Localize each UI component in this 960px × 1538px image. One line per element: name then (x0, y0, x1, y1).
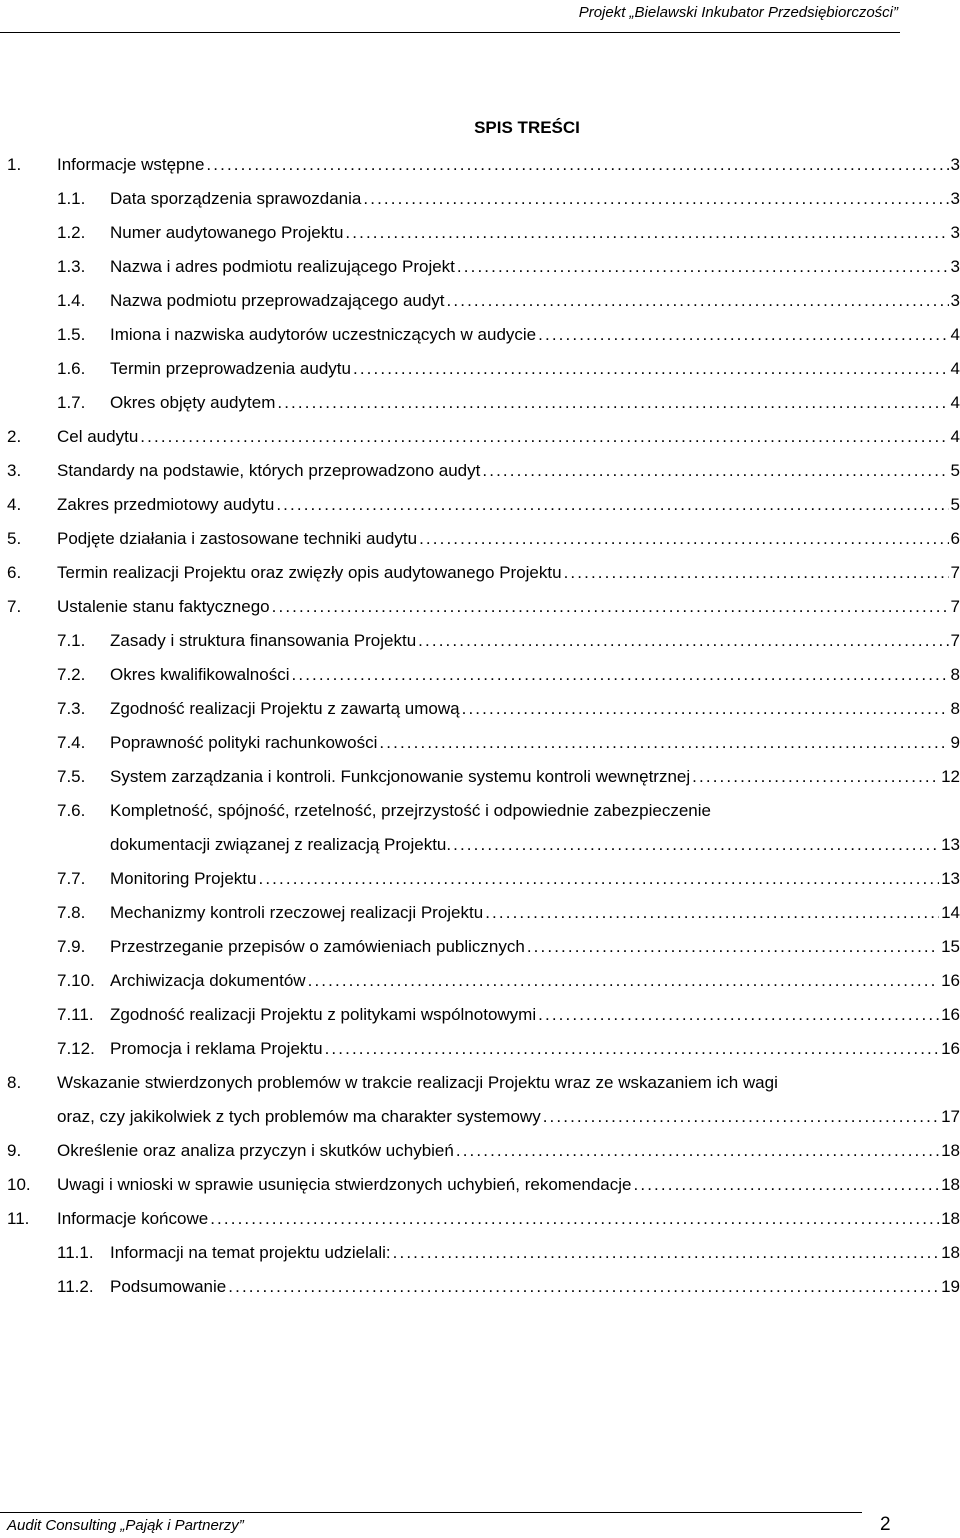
toc-entry-number: 7.1. (57, 631, 86, 650)
toc-entry-number: 1.4. (57, 291, 86, 310)
toc-entry-number: 8. (7, 1073, 22, 1092)
toc-dot-leader (527, 930, 939, 964)
toc-entry-page: 4 (950, 325, 960, 344)
page-number: 2 (880, 1514, 891, 1535)
toc-entry-title: Standardy na podstawie, których przeprowadzono audyt (57, 461, 481, 480)
toc-entry[interactable] (0, 182, 960, 216)
toc-entry-page: 3 (950, 291, 960, 310)
toc-dot-leader (272, 590, 949, 624)
toc-entry[interactable] (0, 964, 960, 998)
toc-entry-number: 7.5. (57, 767, 86, 786)
toc-entry-page: 7 (950, 597, 960, 616)
toc-entry-number: 10. (7, 1175, 31, 1194)
page-footer (0, 1508, 960, 1538)
toc-entry-page: 5 (950, 495, 960, 514)
toc-entry-title: oraz, czy jakikolwiek z tych problemów ma charakter systemowy (57, 1107, 541, 1126)
toc-entry-title: Nazwa podmiotu przeprowadzającego audyt (110, 291, 445, 310)
toc-entry-title: Określenie oraz analiza przyczyn i skutków uchybień (57, 1141, 454, 1160)
toc-dot-leader (453, 828, 939, 862)
toc-entry-page: 3 (950, 189, 960, 208)
toc-entry[interactable] (0, 454, 960, 488)
toc-entry-number: 1.1. (57, 189, 86, 208)
toc-entry-page: 13 (941, 869, 960, 888)
toc-entry-number: 6. (7, 563, 22, 582)
toc-entry-number: 7.9. (57, 937, 86, 956)
toc-entry-title: System zarządzania i kontroli. Funkcjonowanie systemu kontroli wewnętrznej (110, 767, 691, 786)
toc-entry-title: Promocja i reklama Projektu (110, 1039, 323, 1058)
toc-dot-leader (353, 352, 949, 386)
toc-entry-number: 7.8. (57, 903, 86, 922)
toc-dot-leader (457, 250, 949, 284)
toc-entry-page: 19 (941, 1277, 960, 1296)
toc-entry-number: 1.3. (57, 257, 86, 276)
toc-entry-page: 8 (950, 699, 960, 718)
toc-entry[interactable] (0, 1066, 960, 1134)
toc-entry-page: 6 (950, 529, 960, 548)
toc-entry[interactable] (0, 862, 960, 896)
toc-entry-page: 18 (941, 1175, 960, 1194)
toc-entry-number: 3. (7, 461, 22, 480)
toc-entry[interactable] (0, 352, 960, 386)
toc-entry-title: Przestrzeganie przepisów o zamówieniach publicznych (110, 937, 525, 956)
toc-entry-number: 7. (7, 597, 22, 616)
toc-entry[interactable] (0, 522, 960, 556)
toc-entry-page: 16 (941, 971, 960, 990)
toc-entry-number: 7.4. (57, 733, 86, 752)
toc-entry-page: 3 (950, 155, 960, 174)
toc-dot-leader (543, 1100, 939, 1134)
toc-entry-number: 5. (7, 529, 22, 548)
toc-entry[interactable] (0, 998, 960, 1032)
toc-entry-number: 1.2. (57, 223, 86, 242)
toc-entry-number: 11.2. (57, 1277, 94, 1296)
toc-entry-page: 16 (941, 1005, 960, 1024)
toc-entry-page: 5 (950, 461, 960, 480)
toc-entry-page: 13 (941, 835, 960, 854)
toc-dot-leader (308, 964, 939, 998)
toc-entry-number: 9. (7, 1141, 22, 1160)
toc-entry-title: Zgodność realizacji Projektu z zawartą umową (110, 699, 460, 718)
toc-entry-title: Termin przeprowadzenia audytu (110, 359, 351, 378)
toc-entry-title: Ustalenie stanu faktycznego (57, 597, 270, 616)
toc-dot-leader (634, 1168, 940, 1202)
toc-entry[interactable] (0, 386, 960, 420)
toc-dot-leader (277, 386, 948, 420)
toc-dot-leader (564, 556, 949, 590)
toc-entry-page: 17 (941, 1107, 960, 1126)
toc-entry-title-line1: Wskazanie stwierdzonych problemów w trakcie realizacji Projektu wraz ze wskazaniem ich wagi (57, 1073, 778, 1092)
toc-dot-leader (692, 760, 939, 794)
toc-entry-number: 7.12. (57, 1039, 95, 1058)
toc-entry[interactable] (0, 658, 960, 692)
header-project-title: Projekt „Bielawski Inkubator Przedsiębiorczości” (578, 4, 898, 21)
toc-entry-title: Okres objęty audytem (110, 393, 276, 412)
toc-entry[interactable] (0, 1202, 960, 1236)
toc-dot-leader (538, 318, 948, 352)
toc-entry[interactable] (0, 556, 960, 590)
toc-dot-leader (482, 454, 948, 488)
toc-dot-leader (393, 1236, 939, 1270)
toc-entry-title: Cel audytu (57, 427, 139, 446)
toc-entry-title: dokumentacji związanej z realizacją Projektu. (110, 835, 452, 854)
toc-entry-page: 18 (941, 1141, 960, 1160)
toc-entry[interactable] (0, 1168, 960, 1202)
toc-entry-title: Informacji na temat projektu udzielali: (110, 1243, 391, 1262)
toc-entry-title: Okres kwalifikowalności (110, 665, 290, 684)
toc-entry-number: 7.6. (57, 801, 86, 820)
toc-entry[interactable] (0, 760, 960, 794)
toc-entry[interactable] (0, 284, 960, 318)
toc-entry-number: 7.7. (57, 869, 86, 888)
toc-entry-number: 1. (7, 155, 22, 174)
toc-entry-title: Zakres przedmiotowy audytu (57, 495, 275, 514)
toc-entry[interactable] (0, 930, 960, 964)
toc-entry-title: Imiona i nazwiska audytorów uczestniczących w audycie (110, 325, 537, 344)
toc-entry-page: 16 (941, 1039, 960, 1058)
page-header (0, 0, 960, 37)
toc-dot-leader (140, 420, 948, 454)
toc-entry-page: 4 (950, 393, 960, 412)
toc-entry[interactable] (0, 1270, 960, 1304)
toc-entry-number: 1.7. (57, 393, 86, 412)
footer-rule (0, 1512, 862, 1513)
toc-entry[interactable] (0, 726, 960, 760)
toc-dot-leader (456, 1134, 939, 1168)
toc-dot-leader (292, 658, 949, 692)
toc-entry-page: 3 (950, 257, 960, 276)
toc-dot-leader (210, 1202, 939, 1236)
toc-entry[interactable] (0, 216, 960, 250)
toc-entry-title: Archiwizacja dokumentów (110, 971, 306, 990)
toc-entry[interactable] (0, 896, 960, 930)
toc-entry-page: 18 (941, 1209, 960, 1228)
toc-entry-number: 7.11. (57, 1005, 94, 1024)
toc-entry-page: 15 (941, 937, 960, 956)
toc-entry-number: 11.1. (57, 1243, 94, 1262)
toc-entry-page: 7 (950, 563, 960, 582)
toc-entry-page: 8 (950, 665, 960, 684)
toc-entry-title: Data sporządzenia sprawozdania (110, 189, 362, 208)
toc-entry-title: Podjęte działania i zastosowane techniki audytu (57, 529, 418, 548)
toc-dot-leader (462, 692, 949, 726)
toc-entry-page: 12 (941, 767, 960, 786)
toc-entry[interactable] (0, 1236, 960, 1270)
toc-entry-title: Mechanizmy kontroli rzeczowej realizacji Projektu (110, 903, 484, 922)
toc-entry-number: 1.6. (57, 359, 86, 378)
toc-entry[interactable] (0, 148, 960, 182)
toc-entry[interactable] (0, 420, 960, 454)
toc-dot-leader (485, 896, 939, 930)
toc-entry-number: 7.2. (57, 665, 86, 684)
toc-entry-title: Nazwa i adres podmiotu realizującego Projekt (110, 257, 455, 276)
toc-dot-leader (258, 862, 939, 896)
toc-entry[interactable] (0, 1032, 960, 1066)
toc-dot-leader (228, 1270, 939, 1304)
toc-entry-title: Zasady i struktura finansowania Projektu (110, 631, 417, 650)
toc-entry-page: 3 (950, 223, 960, 242)
toc-entry[interactable] (0, 1134, 960, 1168)
toc-entry[interactable] (0, 692, 960, 726)
toc-dot-leader (345, 216, 948, 250)
toc-entry-page: 4 (950, 359, 960, 378)
toc-entry-title: Informacje końcowe (57, 1209, 209, 1228)
toc-dot-leader (363, 182, 948, 216)
toc-entry[interactable] (0, 318, 960, 352)
toc-entry-number: 11. (7, 1209, 30, 1228)
toc-entry-title: Podsumowanie (110, 1277, 227, 1296)
toc-entry-page: 14 (941, 903, 960, 922)
toc-entry-title: Numer audytowanego Projektu (110, 223, 344, 242)
toc-dot-leader (447, 284, 949, 318)
footer-company: Audit Consulting „Pająk i Partnerzy” (7, 1517, 244, 1534)
toc-entry-title: Zgodność realizacji Projektu z politykami wspólnotowymi (110, 1005, 537, 1024)
toc-entry-page: 18 (941, 1243, 960, 1262)
toc-entry-title: Termin realizacji Projektu oraz zwięzły opis audytowanego Projektu (57, 563, 562, 582)
toc-entry[interactable] (0, 794, 960, 862)
toc-entry-title-line1: Kompletność, spójność, rzetelność, przejrzystość i odpowiednie zabezpieczenie (110, 801, 711, 820)
toc-entry-page: 9 (950, 733, 960, 752)
toc-dot-leader (276, 488, 948, 522)
toc-entry-title: Informacje wstępne (57, 155, 205, 174)
toc-dot-leader (418, 624, 948, 658)
toc-dot-leader (325, 1032, 940, 1066)
toc-entry-number: 7.10. (57, 971, 95, 990)
toc-entry[interactable] (0, 590, 960, 624)
toc-dot-leader (379, 726, 948, 760)
toc-entry-page: 7 (950, 631, 960, 650)
toc-dot-leader (419, 522, 948, 556)
header-rule (0, 32, 900, 33)
toc-entry-number: 7.3. (57, 699, 86, 718)
toc-entry-title: Poprawność polityki rachunkowości (110, 733, 378, 752)
toc-entry[interactable] (0, 250, 960, 284)
toc-dot-leader (538, 998, 939, 1032)
toc-entry-number: 4. (7, 495, 22, 514)
toc-entry-number: 2. (7, 427, 22, 446)
toc-entry[interactable] (0, 488, 960, 522)
toc-entry[interactable] (0, 624, 960, 658)
toc-entry-title: Uwagi i wnioski w sprawie usunięcia stwierdzonych uchybień, rekomendacje (57, 1175, 632, 1194)
toc-title: SPIS TREŚCI (474, 118, 580, 137)
toc-entry-number: 1.5. (57, 325, 86, 344)
toc-entry-page: 4 (950, 427, 960, 446)
toc-dot-leader (206, 148, 948, 182)
toc-entry-title: Monitoring Projektu (110, 869, 257, 888)
